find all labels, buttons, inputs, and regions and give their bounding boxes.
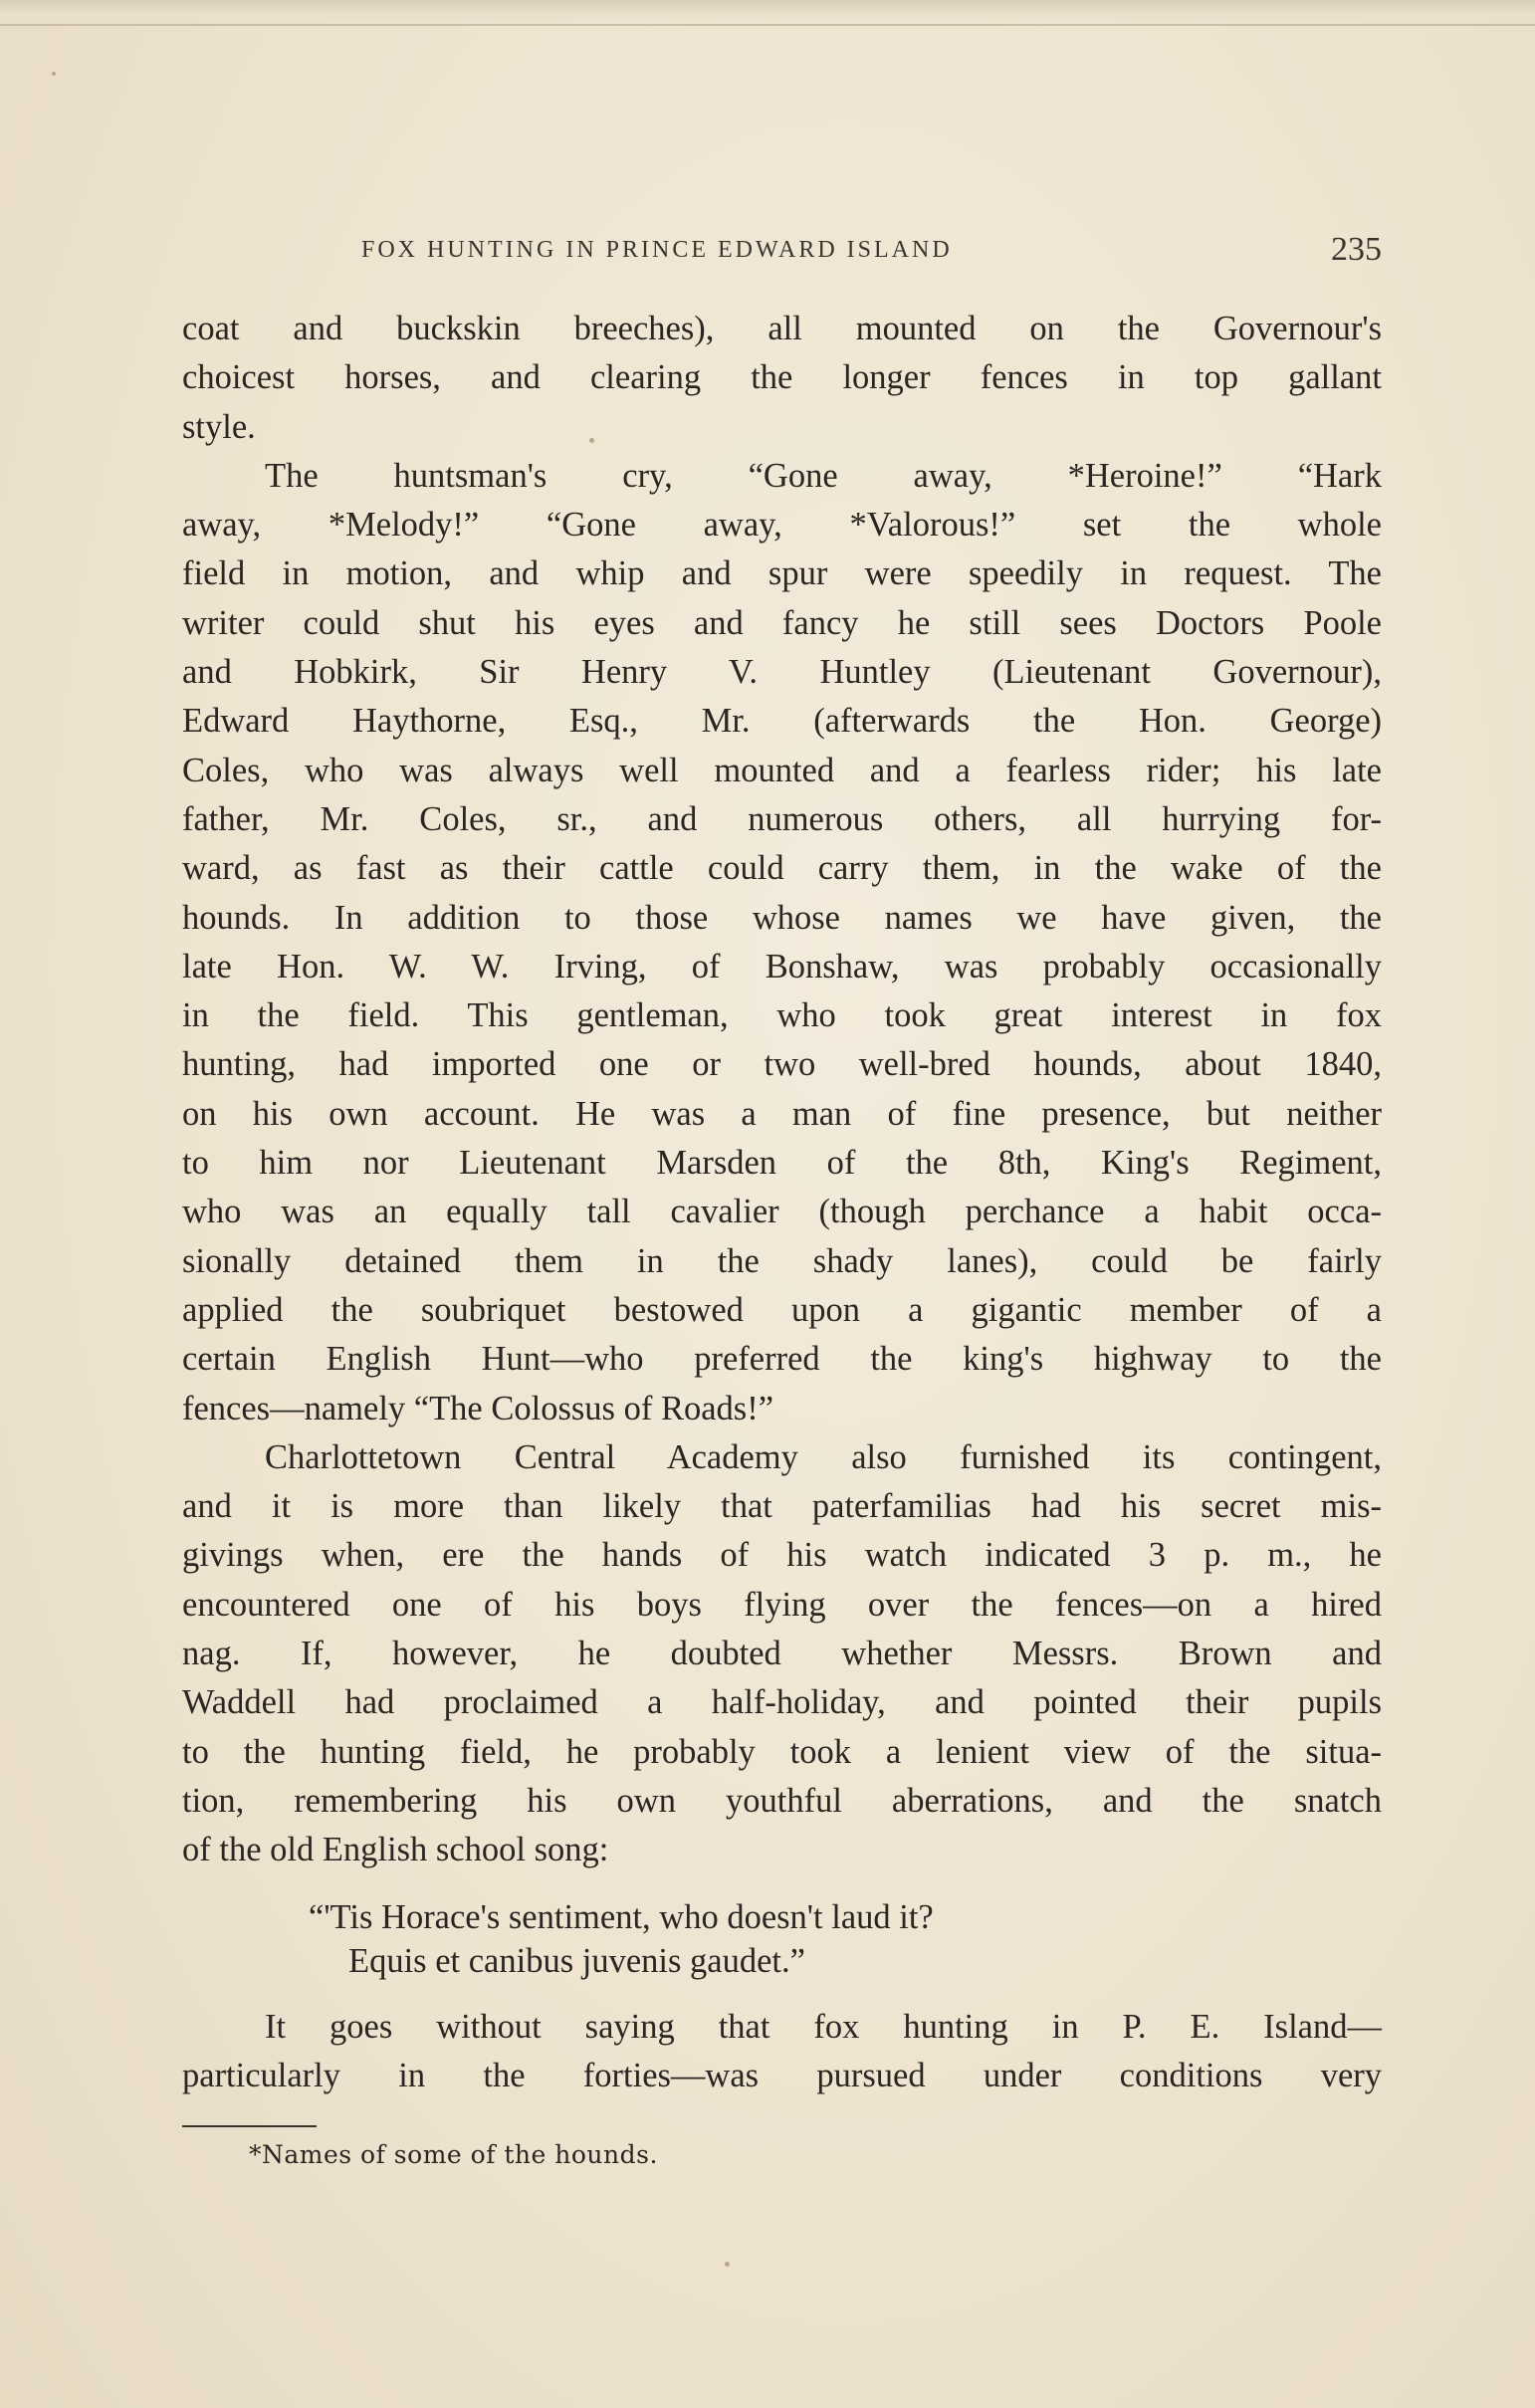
body-line: field in motion, and whip and spur were speedily in request. The [182, 554, 1382, 593]
body-line: tion, remembering his own youthful aberrations, and the snatch [182, 1781, 1382, 1820]
paper-speck [52, 72, 56, 76]
paper-speck [725, 2262, 730, 2267]
body-line: Edward Haythorne, Esq., Mr. (afterwards the Hon. George) [182, 702, 1382, 741]
body-line: applied the soubriquet bestowed upon a gigantic member of a [182, 1290, 1382, 1329]
body-line: to him nor Lieutenant Marsden of the 8th, King's Regiment, [182, 1144, 1382, 1183]
body-line: hunting, had imported one or two well-bred hounds, about 1840, [182, 1045, 1382, 1084]
body-line: encountered one of his boys flying over the fences—on a hired [182, 1585, 1382, 1624]
body-line: in the field. This gentleman, who took great interest in fox [182, 996, 1382, 1035]
body-line: to the hunting field, he probably took a lenient view of the situa- [182, 1732, 1382, 1771]
body-text [182, 305, 1382, 2100]
body-line: writer could shut his eyes and fancy he still sees Doctors Poole [182, 603, 1382, 642]
body-line: of the old English school song: [182, 1831, 609, 1869]
body-line: and it is more than likely that paterfamilias had his secret mis- [182, 1487, 1382, 1526]
body-line: hounds. In addition to those whose names we have given, the [182, 898, 1382, 937]
body-line: certain English Hunt—who preferred the king's highway to the [182, 1340, 1382, 1379]
page-top-edge [0, 0, 1535, 26]
paper-speck [589, 438, 594, 443]
verse-line: Equis et canibus juvenis gaudet.” [348, 1941, 805, 1980]
verse-line: “'Tis Horace's sentiment, who doesn't laud it? [309, 1897, 934, 1936]
body-line: particularly in the forties—was pursued under conditions very [182, 2056, 1382, 2094]
body-line: father, Mr. Coles, sr., and numerous others, all hurrying for- [182, 799, 1382, 838]
body-line: Charlottetown Central Academy also furnished its contingent, [265, 1437, 1382, 1476]
body-line: ward, as fast as their cattle could carry them, in the wake of the [182, 849, 1382, 888]
body-line: It goes without saying that fox hunting in P. E. Island— [265, 2007, 1382, 2046]
body-line: late Hon. W. W. Irving, of Bonshaw, was probably occasionally [182, 947, 1382, 985]
body-line: Waddell had proclaimed a half-holiday, and pointed their pupils [182, 1683, 1382, 1722]
footnote: *Names of some of the hounds. [249, 2140, 658, 2169]
body-line: who was an equally tall cavalier (though perchance a habit occa- [182, 1193, 1382, 1231]
running-head [182, 231, 1382, 271]
body-line: nag. If, however, he doubted whether Messrs. Brown and [182, 1635, 1382, 1673]
body-line: givings when, ere the hands of his watch indicated 3 p. m., he [182, 1536, 1382, 1575]
body-line: sionally detained them in the shady lanes), could be fairly [182, 1241, 1382, 1280]
body-line: coat and buckskin breeches), all mounted on the Governour's [182, 310, 1382, 347]
page-number: 235 [1331, 231, 1382, 268]
running-title: FOX HUNTING IN PRINCE EDWARD ISLAND [361, 237, 953, 263]
body-line: choicest horses, and clearing the longer fences in top gallant [182, 358, 1382, 397]
body-line: on his own account. He was a man of fine presence, but neither [182, 1094, 1382, 1133]
body-line: The huntsman's cry, “Gone away, *Heroine!” “Hark [265, 456, 1382, 495]
body-line: fences—namely “The Colossus of Roads!” [182, 1389, 774, 1427]
body-line: away, *Melody!” “Gone away, *Valorous!” set the whole [182, 506, 1382, 545]
verse-quote [309, 1895, 1382, 1983]
footnote-rule [182, 2125, 317, 2127]
body-line: Coles, who was always well mounted and a fearless rider; his late [182, 751, 1382, 789]
body-line: and Hobkirk, Sir Henry V. Huntley (Lieutenant Governour), [182, 653, 1382, 692]
body-line: style. [182, 407, 256, 446]
